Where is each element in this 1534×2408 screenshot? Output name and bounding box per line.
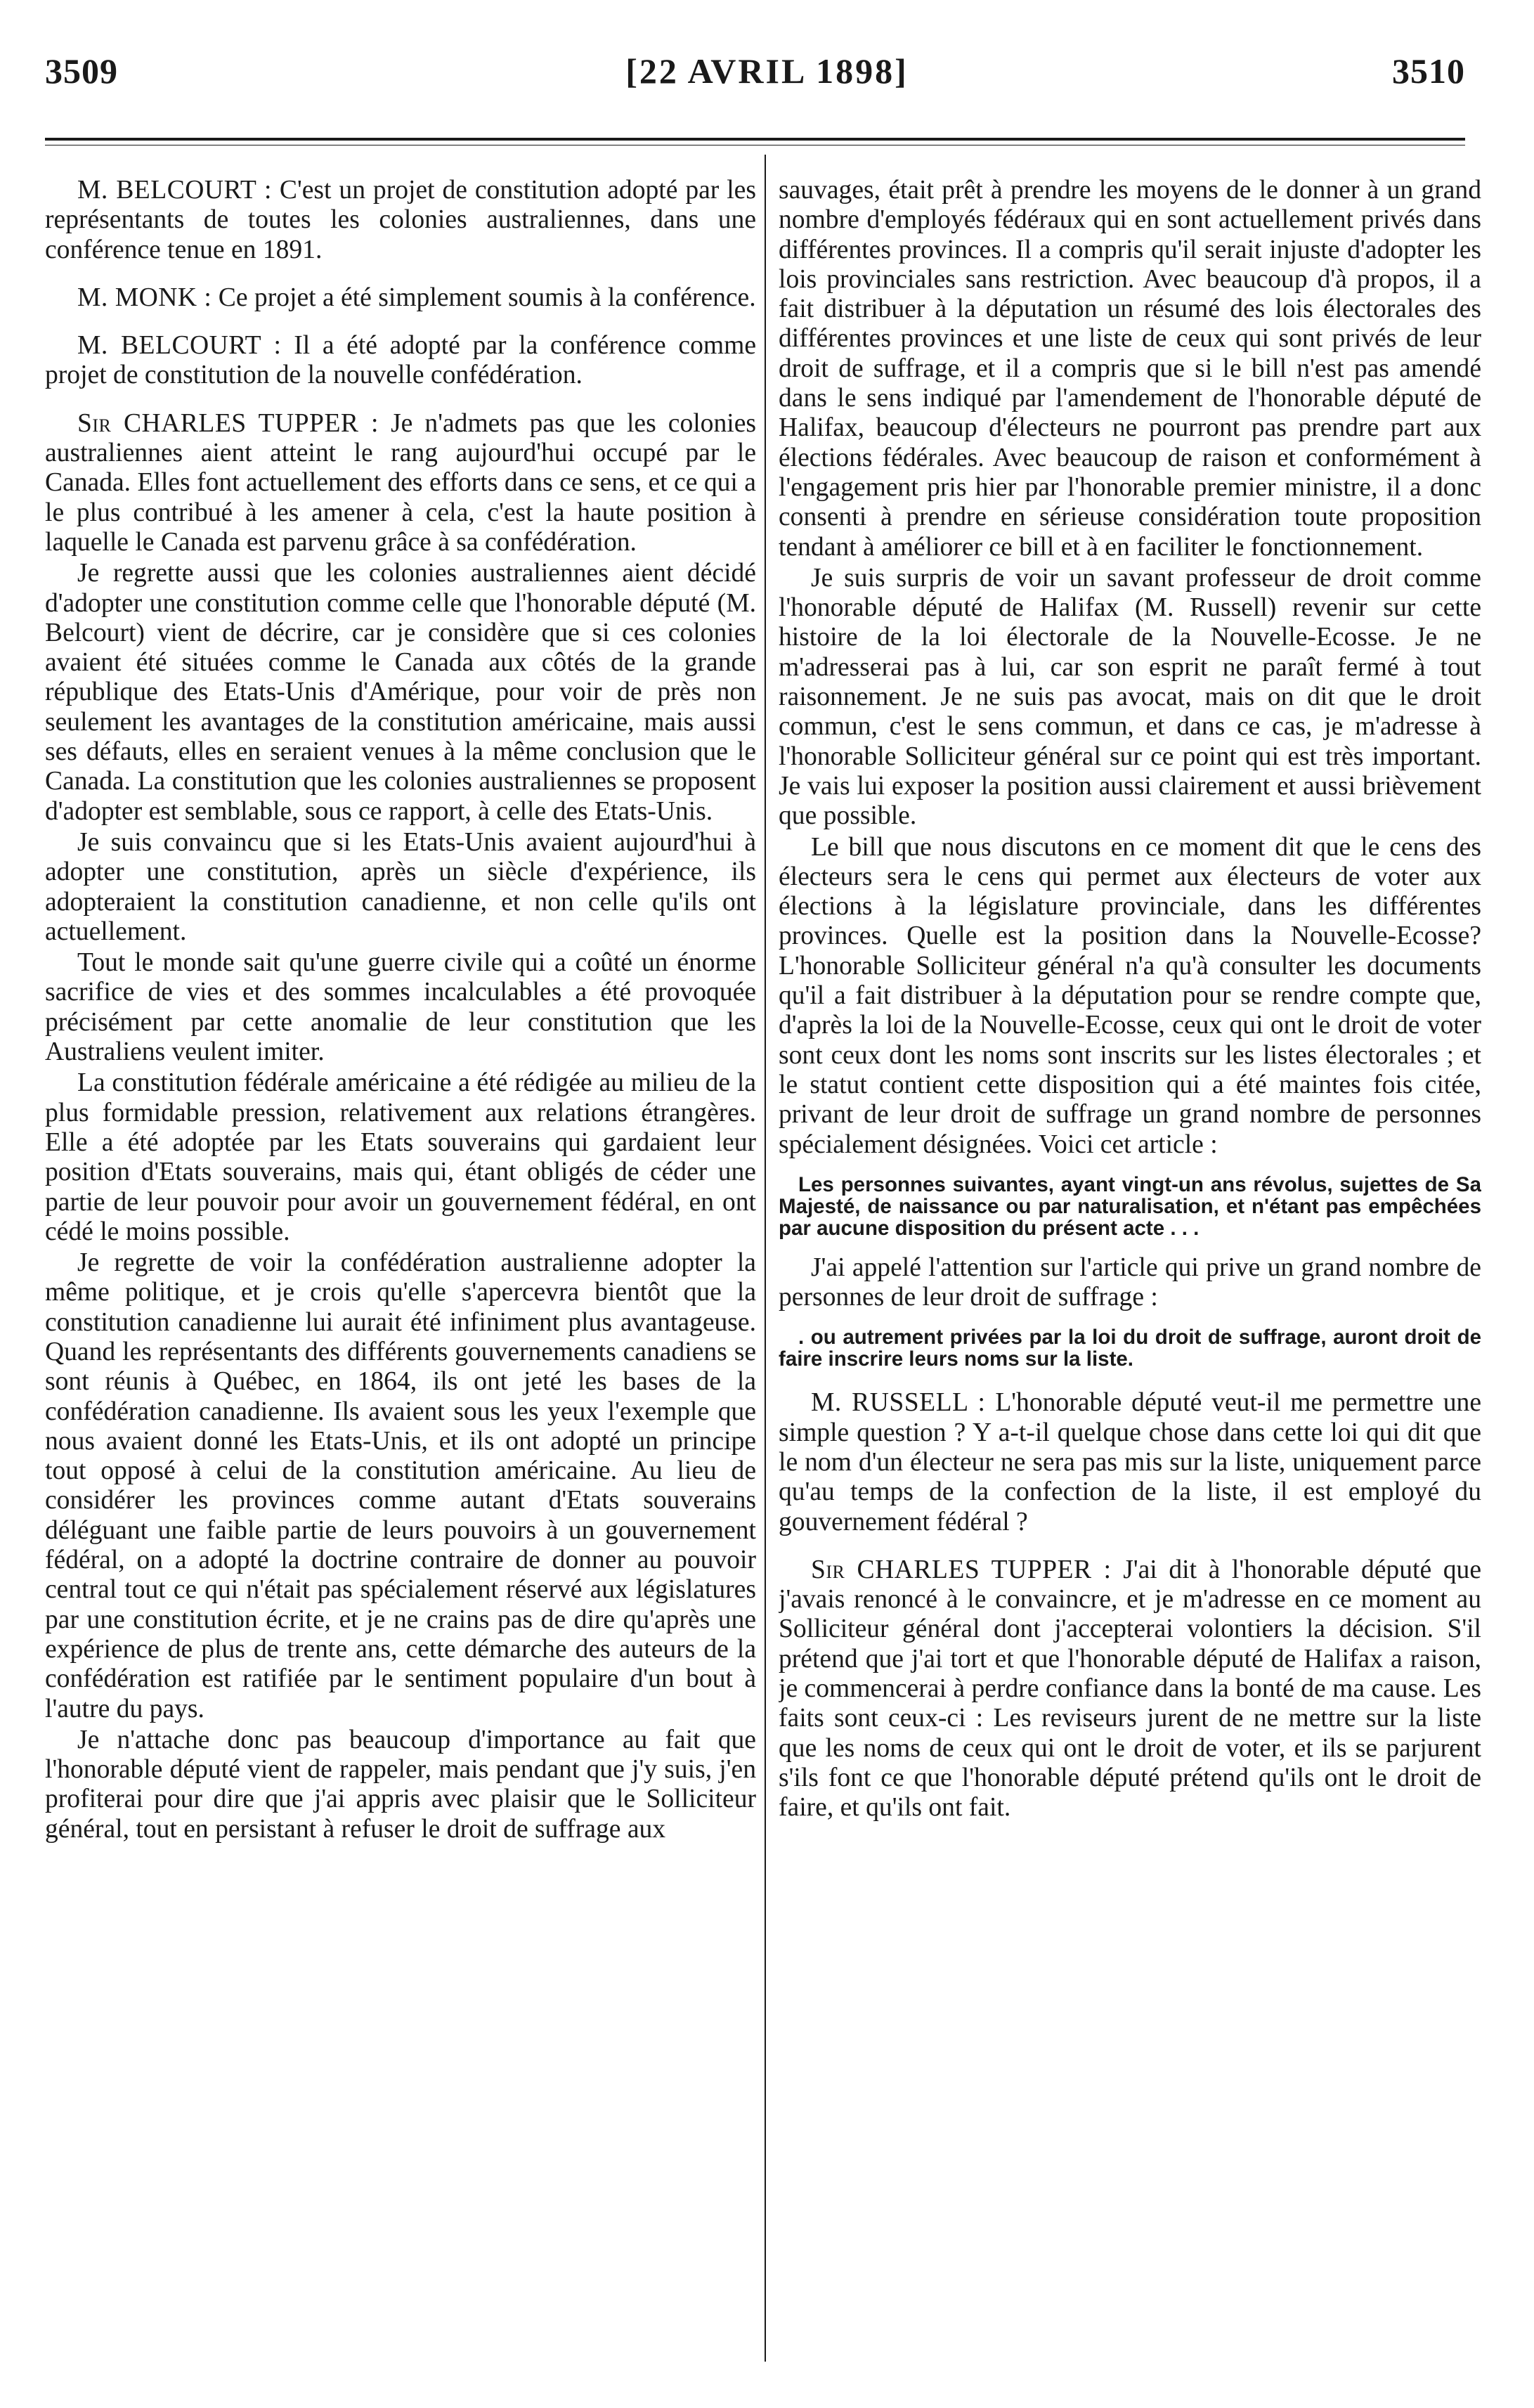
speaker-name: Sir CHARLES TUPPER :: [77, 408, 379, 438]
speaker-name: M. BELCOURT :: [77, 176, 272, 205]
paragraph: La constitution fédérale américaine a été rédigée au milieu de la plus formidable pression, relativement aux relations étrangères. Elle a été adoptée par les Etats souverains qui gardaient leur position d'Etats souverains, mais qui, étant obligés de céder une partie de leur pouvoir pour avoir un gouvernement fédéral, en ont cédé le moins possible.: [45, 1068, 756, 1246]
paragraph-text: J'ai dit à l'honorable député que j'avais renoncé à le convaincre, et je m'adresse en ce moment au Solliciteur général dont j'accepterai volontiers la décision. S'il prétend que j'ai tort et que l'honorable député de Halifax a raison, je commencerai à perdre confiance dans la bonté de ma cause. Les faits sont ceux-ci : Les reviseurs jurent de ne mettre sur la liste que les noms de ceux qui ont le droit de voter, et ils se parjurent s'ils font ce que l'honorable député prétend qu'ils ont le droit de faire, et qu'ils ont fait.: [779, 1555, 1481, 1823]
paragraph-text: L'honorable député veut-il me permettre une simple question ? Y a-t-il quelque chose dans cette loi qui dit que le nom d'un électeur ne sera pas mis sur la liste, uniquement parce qu'au temps de la confection de la liste, il est employé du gouvernement fédéral ?: [779, 1388, 1481, 1536]
paragraph: [779, 1555, 1481, 1823]
paragraph: [45, 409, 756, 557]
right-column: [779, 176, 1481, 2376]
speaker-name: M. RUSSELL :: [811, 1388, 986, 1418]
page-number-right: 3510: [1392, 51, 1465, 91]
paragraph-text: Ce projet a été simplement soumis à la conférence.: [218, 283, 756, 312]
page-number-left: 3509: [45, 51, 118, 91]
speaker-name: M. MONK :: [77, 283, 212, 312]
paragraph: Tout le monde sait qu'une guerre civile qui a coûté un énorme sacrifice de vies et des sommes incalculables a été provoquée précisément par cette anomalie de leur constitution que les Australiens veulent imiter.: [45, 948, 756, 1067]
page-date: [22 AVRIL 1898]: [625, 51, 909, 91]
paragraph: Je n'attache donc pas beaucoup d'importance au fait que l'honorable député vient de rappeler, mais pendant que j'y suis, j'en profiterai pour dire que j'ai appris avec plaisir que le Solliciteur général, tout en persistant à refuser le droit de suffrage aux: [45, 1725, 756, 1844]
speaker-name: Sir CHARLES TUPPER :: [811, 1555, 1112, 1584]
quoted-statute: Les personnes suivantes, ayant vingt-un ans révolus, sujettes de Sa Majesté, de naissance ou par naturalisation, et n'étant pas empêchées par aucune disposition du présent acte . . .: [779, 1172, 1481, 1240]
left-column: [45, 176, 756, 2376]
paragraph: [45, 176, 756, 265]
paragraph: [45, 283, 756, 313]
paragraph: Je regrette aussi que les colonies australiennes aient décidé d'adopter une constitution comme celle que l'honorable député (M. Belcourt) vient de décrire, car je considère que si ces colonies avaient été situées comme le Canada aux côtés de la grande république des Etats-Unis d'Amérique, pour voir de près non seulement les avantages de la constitution américaine, mais aussi ses défauts, elles en seraient venues à la même conclusion que le Canada. La constitution que les colonies australiennes se proposent d'adopter est semblable, sous ce rapport, à celle des Etats-Unis.: [45, 559, 756, 826]
paragraph: [779, 1388, 1481, 1536]
paragraph: Je regrette de voir la confédération australienne adopter la même politique, et je crois qu'elle s'apercevra bientôt que la constitution canadienne lui aurait été infiniment plus avantageuse. Quand les représentants des différents gouvernements canadiens se sont réunis à Québec, en 1864, ils ont jeté les bases de la confédération canadienne. Ils avaient sous les yeux l'exemple que nous avaient donné les Etats-Unis, et ils ont adopté un principe tout opposé à celui de la constitution américaine. Au lieu de considérer les provinces comme autant d'Etats souverains déléguant une faible partie de leurs pouvoirs à un gouvernement fédéral, on a adopté la doctrine contraire de donner au pouvoir central tout ce qui n'était pas spécialement réservé aux législatures par une constitution écrite, et je ne crains pas de dire qu'après une expérience de plus de trente ans, cette démarche des auteurs de la confédération est ratifiée par le sentiment populaire d'un bout à l'autre du pays.: [45, 1248, 756, 1723]
speaker-name: M. BELCOURT :: [77, 331, 282, 361]
header-rule-thick: [45, 138, 1465, 141]
paragraph: Le bill que nous discutons en ce moment dit que le cens des électeurs sera le cens qui permet aux électeurs de voter aux élections à la législature provinciale, dans les différentes provinces. Quelle est la position dans la Nouvelle-Ecosse? L'honorable Solliciteur général n'a qu'à consulter les documents qu'il a fait distribuer à la députation pour se rendre compte que, d'après la loi de la Nouvelle-Ecosse, ceux qui ont le droit de voter sont ceux dont les noms sont inscrits sur les listes électorales ; et le statut contient cette disposition qui a été maintes fois citée, privant de leur droit de suffrage un grand nombre de personnes spécialement désignées. Voici cet article :: [779, 832, 1481, 1159]
paragraph: sauvages, était prêt à prendre les moyens de le donner à un grand nombre d'employés fédéraux qui en sont actuellement privés dans différentes provinces. Il a compris qu'il serait injuste d'adopter les lois provinciales sans restriction. Avec beaucoup d'à propos, il a fait distribuer à la députation un résumé des lois électorales des différentes provinces et une liste de ceux qui sont privés de leur droit de suffrage, et il a compris que si le bill n'est pas amendé dans le sens indiqué par l'amendement de l'honorable député de Halifax, beaucoup d'électeurs ne pourront pas prendre part aux élections fédérales. Avec beaucoup de raison et conformément à l'engagement pris hier par l'honorable premier ministre, il a donc consenti à prendre en sérieuse considération toute proposition tendant à améliorer ce bill et à en faciliter le fonctionnement.: [779, 176, 1481, 562]
paragraph-text: Je n'admets pas que les colonies australiennes aient atteint le rang aujourd'hui occupé par le Canada. Elles font actuellement des efforts dans ce sens, et ce qui a le plus contribué à les amener à cela, c'est la haute position à laquelle le Canada est parvenu grâce à sa confédération.: [45, 408, 756, 557]
page-header: [0, 0, 1534, 134]
paragraph: Je suis surpris de voir un savant professeur de droit comme l'honorable député de Halifax (M. Russell) revenir sur cette histoire de la loi électorale de la Nouvelle-Ecosse. Je ne m'adresserai pas à lui, car son esprit ne paraît fermé à tout raisonnement. Je ne suis pas avocat, mais on dit que le droit commun, c'est le sens commun, et dans ce cas, je m'adresse à l'honorable Solliciteur général sur ce point qui est très important. Je vais lui exposer la position aussi clairement et aussi brièvement que possible.: [779, 563, 1481, 831]
column-divider: [765, 155, 766, 2362]
paragraph: J'ai appelé l'attention sur l'article qui prive un grand nombre de personnes de leur droit de suffrage :: [779, 1252, 1481, 1312]
paragraph-text: C'est un projet de constitution adopté par les représentants de toutes les colonies australiennes, dans une conférence tenue en 1891.: [45, 176, 756, 264]
quoted-statute: . ou autrement privées par la loi du droit de suffrage, auront droit de faire inscrire leurs noms sur la liste.: [779, 1326, 1481, 1371]
paragraph-text: Il a été adopté par la conférence comme projet de constitution de la nouvelle confédération.: [45, 331, 756, 390]
paragraph: Je suis convaincu que si les Etats-Unis avaient aujourd'hui à adopter une constitution, après un siècle d'expérience, ils adopteraient la constitution canadienne, et non celle qu'ils ont actuellement.: [45, 827, 756, 946]
paragraph: [45, 331, 756, 391]
